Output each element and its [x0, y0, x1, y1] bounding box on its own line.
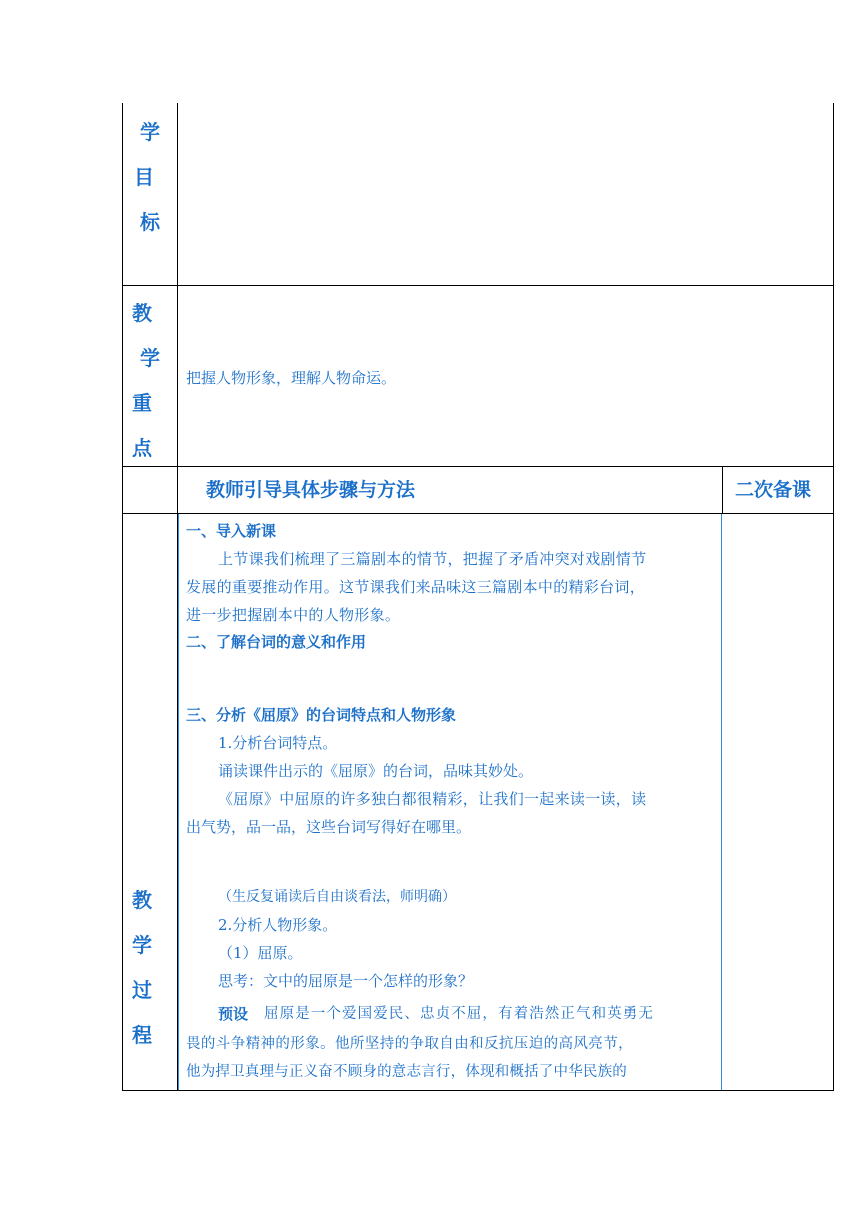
section-3-paragraph: 出气势，品一品，这些台词写得好在哪里。: [186, 818, 472, 836]
process-label-char: 程: [132, 1023, 152, 1047]
section-3-paragraph: 诵读课件出示的《屈原》的台词，品味其妙处。: [218, 762, 534, 780]
section-1-line: 发展的重要推动作用。这节课我们来品味这三篇剧本中的精彩台词，: [186, 578, 646, 596]
process-box-right: [721, 514, 722, 1090]
second-prep-header: 二次备课: [735, 479, 812, 501]
steps-header: 教师引导具体步骤与方法: [206, 479, 416, 501]
row-divider-2: [122, 466, 834, 467]
focus-label-char: 重: [132, 391, 152, 415]
table-right-border: [833, 103, 834, 1091]
process-box-left: [178, 514, 179, 1090]
section-2-title: 二、了解台词的意义和作用: [186, 633, 367, 651]
row-divider-1: [122, 285, 834, 286]
preset-line: 畏的斗争精神的形象。他所坚持的争取自由和反抗压迫的高风亮节，: [186, 1036, 633, 1052]
focus-content: 把握人物形象，理解人物命运。: [186, 369, 397, 387]
preset-label: 预设: [218, 1005, 249, 1023]
preset-line: 他为捍卫真理与正义奋不顾身的意志言行，体现和概括了中华民族的: [186, 1064, 627, 1080]
section-1-line: 进一步把握剧本中的人物形象。: [186, 606, 401, 624]
section-3-paragraph: 《屈原》中屈原的许多独白都很精彩，让我们一起来读一读，读: [218, 790, 647, 808]
objective-label-char: 目: [134, 165, 154, 189]
section-3-item: 1.分析台词特点。: [218, 734, 338, 752]
objective-label-char: 学: [140, 120, 160, 144]
table-bottom-border: [122, 1090, 834, 1091]
focus-label-char: 点: [132, 436, 152, 460]
section-1-line: 上节课我们梳理了三篇剧本的情节，把握了矛盾冲突对戏剧情节: [218, 550, 647, 568]
section-3-note: （生反复诵读后自由谈看法，师明确）: [218, 889, 456, 905]
objective-label-char: 标: [140, 210, 160, 234]
table-second-col-divider: [722, 466, 723, 514]
preset-line: 屈原是一个爱国爱民、忠贞不屈，有着浩然正气和英勇无: [264, 1006, 654, 1022]
section-3-subitem: （1）屈原。: [218, 944, 303, 962]
section-1-title: 一、导入新课: [186, 522, 277, 540]
section-3-question: 思考：文中的屈原是一个怎样的形象？: [218, 972, 474, 990]
focus-label-char: 教: [132, 301, 152, 325]
process-label-char: 学: [132, 933, 152, 957]
row-divider-3: [122, 513, 834, 514]
process-label-char: 教: [132, 888, 152, 912]
process-label-char: 过: [132, 978, 152, 1002]
section-3-item: 2.分析人物形象。: [218, 916, 338, 934]
section-3-title: 三、分析《屈原》的台词特点和人物形象: [186, 706, 457, 724]
focus-label-char: 学: [140, 346, 160, 370]
